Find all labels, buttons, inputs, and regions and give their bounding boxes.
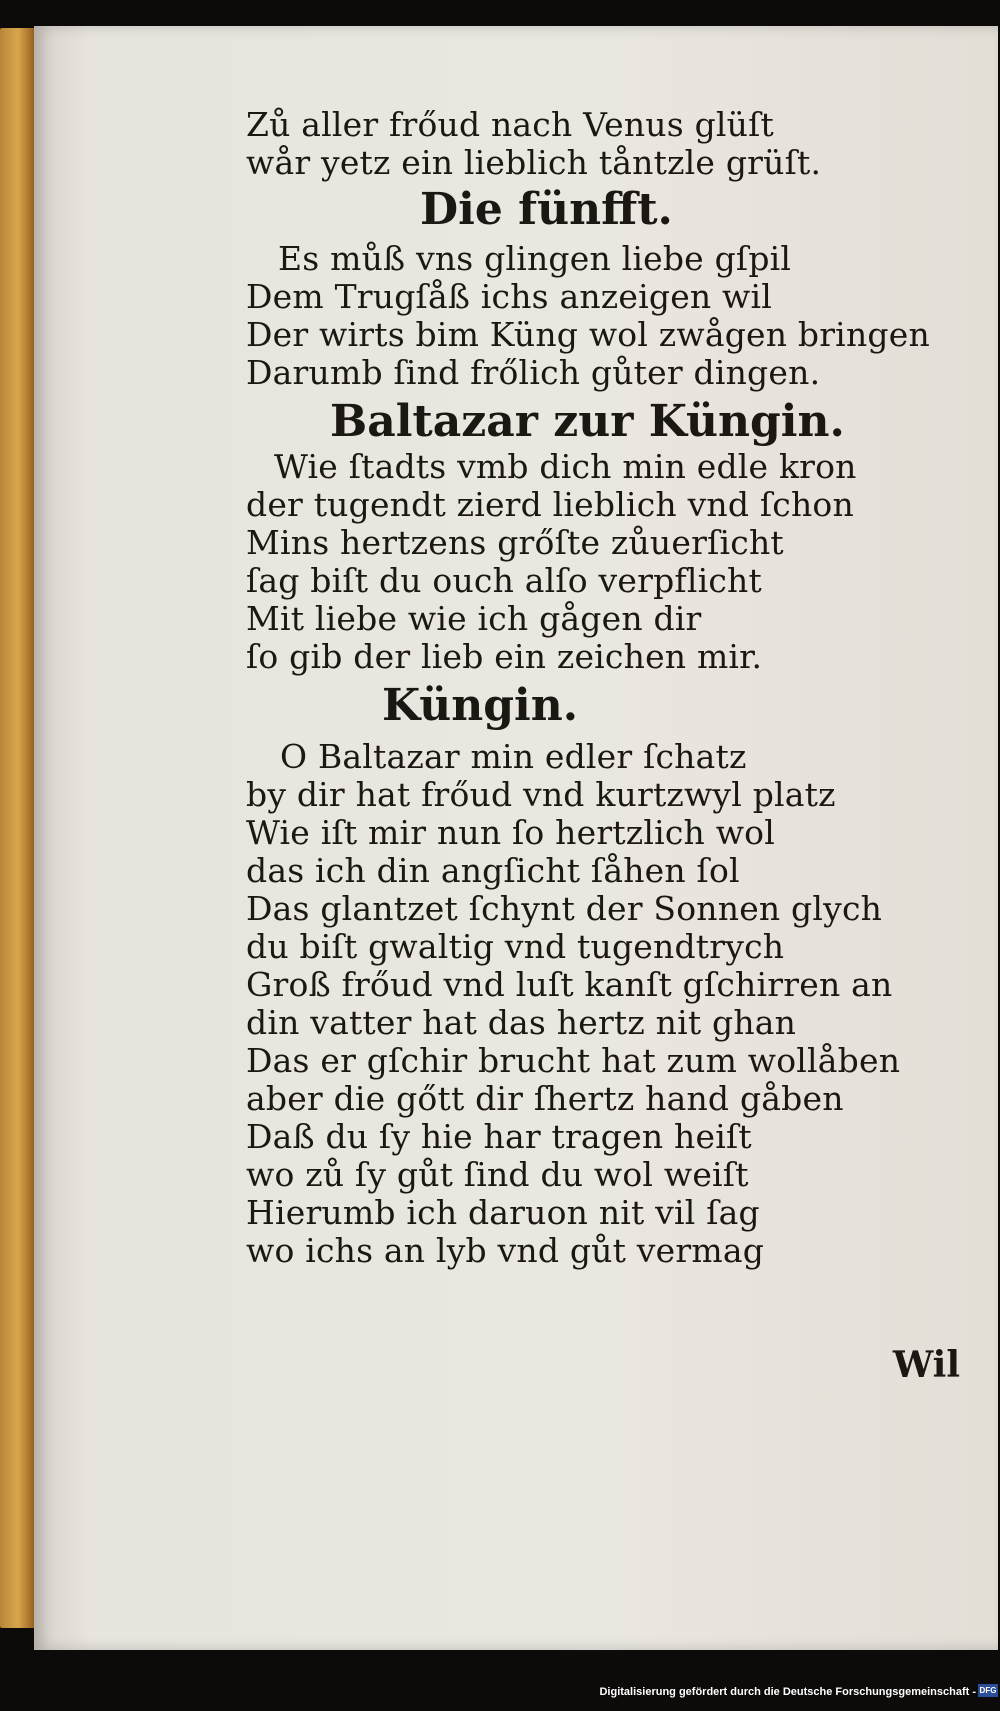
verse-line: das ich din angſicht ſåhen ſol (246, 851, 740, 890)
catchword: Wil (892, 1344, 960, 1386)
verse-line: Das glantzet ſchynt der Sonnen glych (246, 889, 883, 928)
verse-line: din vatter hat das hertz nit ghan (246, 1003, 797, 1042)
verse-line: ſag biſt du ouch alſo verpflicht (246, 561, 762, 600)
verse-line: Darumb ſind frőlich gůter dingen. (246, 353, 821, 392)
section-heading: Die fünfft. (420, 184, 673, 235)
verse-line: wår yetz ein lieblich tåntzle grüſt. (246, 143, 822, 182)
footer-credit: Digitalisierung gefördert durch die Deutsche Forschungsgemeinschaft - (599, 1686, 976, 1698)
text-block (34, 26, 998, 1650)
verse-line: Hierumb ich daruon nit vil ſag (246, 1193, 760, 1232)
verse-line: der tugendt zierd lieblich vnd ſchon (246, 485, 854, 524)
verse-line: ſo gib der lieb ein zeichen mir. (246, 637, 763, 676)
section-heading: Küngin. (382, 680, 579, 731)
verse-line: Zů aller frőud nach Venus glüſt (246, 105, 774, 144)
verse-line: Daß du ſy hie har tragen heiſt (246, 1117, 752, 1156)
verse-line: Der wirts bim Küng wol zwågen bringen (246, 315, 930, 354)
verse-line: wo zů ſy gůt ſind du wol weiſt (246, 1155, 749, 1194)
verse-line: Wie iſt mir nun ſo hertzlich wol (246, 813, 775, 852)
verse-line: Wie ſtadts vmb dich min edle kron (274, 447, 857, 486)
verse-line: Dem Trugſåß ichs anzeigen wil (246, 277, 773, 316)
verse-line: Es můß vns glingen liebe gſpil (278, 239, 792, 278)
verse-line: wo ichs an lyb vnd gůt vermag (246, 1231, 765, 1270)
document-page (34, 26, 998, 1650)
verse-line: aber die gőtt dir ſhertz hand gåben (246, 1079, 844, 1118)
dfg-logo-icon: DFG (979, 1686, 997, 1695)
verse-line: Groß frőud vnd luſt kanſt gſchirren an (246, 965, 893, 1004)
verse-line: Das er gſchir brucht hat zum wollåben (246, 1041, 901, 1080)
verse-line: du biſt gwaltig vnd tugendtrych (246, 927, 785, 966)
verse-line: Mit liebe wie ich gågen dir (246, 599, 702, 638)
verse-line: O Baltazar min edler ſchatz (280, 737, 747, 776)
section-heading: Baltazar zur Küngin. (330, 396, 845, 447)
digitization-footer (0, 1676, 1000, 1711)
verse-line: by dir hat frőud vnd kurtzwyl platz (246, 775, 836, 814)
verse-line: Mins hertzens grőſte zůuerſicht (246, 523, 784, 562)
